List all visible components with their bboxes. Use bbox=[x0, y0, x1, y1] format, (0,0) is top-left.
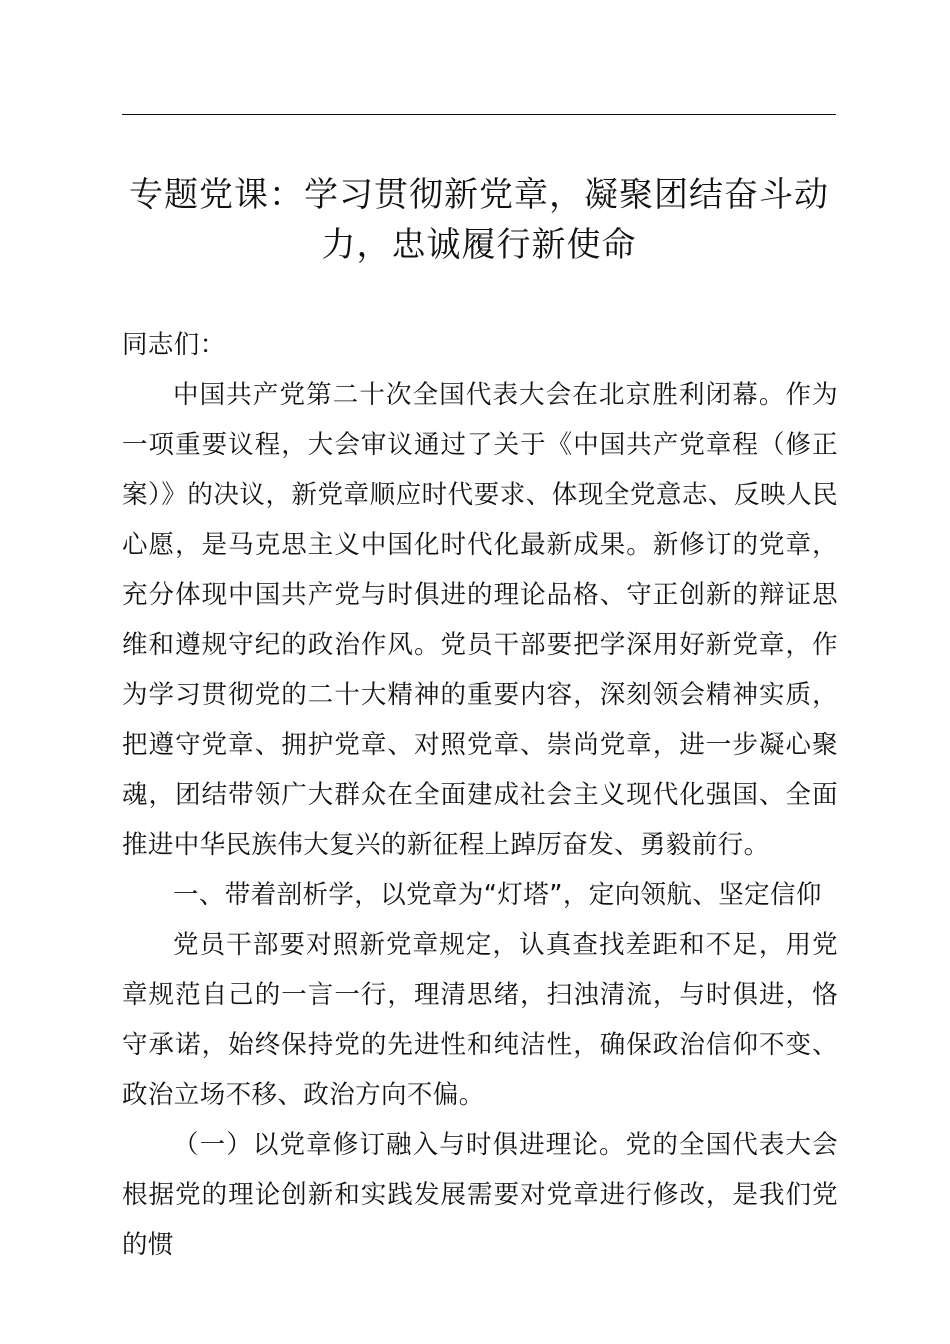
section-heading-one: 一、带着剖析学，以党章为“灯塔”，定向领航、坚定信仰 bbox=[173, 880, 822, 910]
document-body bbox=[122, 320, 838, 1270]
header-rule bbox=[122, 114, 836, 115]
salutation: 同志们： bbox=[122, 330, 226, 360]
document-title: 专题党课：学习贯彻新党章，凝聚团结奋斗动力，忠诚履行新使命 bbox=[129, 175, 829, 265]
paragraph-intro: 中国共产党第二十次全国代表大会在北京胜利闭幕。作为一项重要议程，大会审议通过了关于《中国共产党章程（修正案）》的决议，新党章顺应时代要求、体现全党意志、反映人民心愿，是马克思主义中国化时代化最新成果。新修订的党章，充分体现中国共产党与时俱进的理论品格、守正创新的辩证思维和遵规守纪的政治作风。党员干部要把学深用好新党章，作为学习贯彻党的二十大精神的重要内容，深刻领会精神实质，把遵守党章、拥护党章、对照党章、崇尚党章，进一步凝心聚魂，团结带领广大群众在全面建成社会主义现代化强国、全面推进中华民族伟大复兴的新征程上踔厉奋发、勇毅前行。 bbox=[122, 380, 838, 860]
paragraph-section-one: 党员干部要对照新党章规定，认真查找差距和不足，用党章规范自己的一言一行，理清思绪，扫浊清流，与时俱进，恪守承诺，始终保持党的先进性和纯洁性，确保政治信仰不变、政治立场不移、政治方向不偏。 bbox=[122, 930, 838, 1110]
paragraph-subsection-one: （一）以党章修订融入与时俱进理论。党的全国代表大会根据党的理论创新和实践发展需要对党章进行修改，是我们党的惯 bbox=[122, 1130, 838, 1260]
